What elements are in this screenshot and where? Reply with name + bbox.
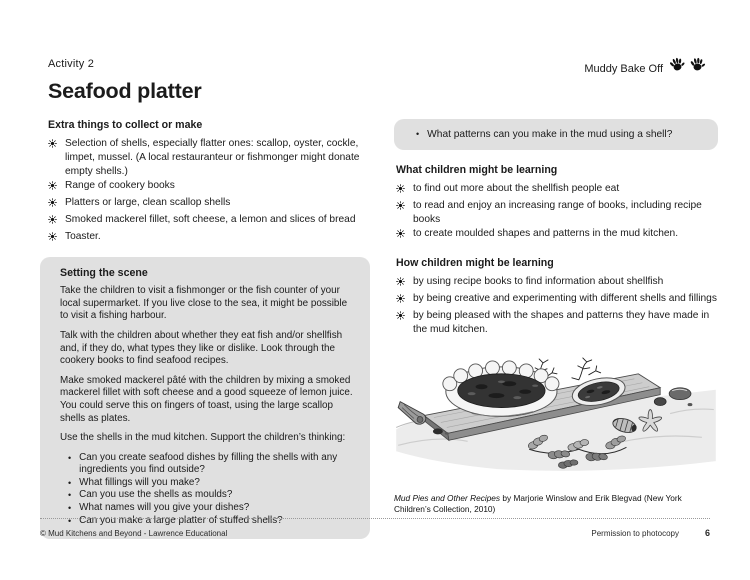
- dot-bullet: •: [68, 452, 72, 463]
- question-text: What fillings will you make?: [79, 476, 200, 488]
- list-item-text: Platters or large, clean scallop shells: [65, 197, 231, 209]
- question-text: Can you make a large platter of stuffed shells?: [79, 514, 283, 526]
- list-item: [396, 275, 718, 291]
- dot-bullet: •: [416, 129, 420, 139]
- list-item: [396, 199, 718, 227]
- permission-text: Permission to photocopy: [591, 529, 679, 538]
- learning-what-list: [396, 182, 718, 243]
- collect-list: [48, 137, 370, 246]
- list-item-text: by being creative and experimenting with different shells and fillings: [413, 292, 717, 304]
- title-block: [48, 58, 202, 104]
- page-number: 6: [704, 528, 710, 538]
- starburst-bullet-icon: [396, 294, 405, 308]
- collect-heading: Extra things to collect or make: [48, 119, 203, 131]
- copyright-text: © Mud Kitchens and Beyond - Lawrence Educational: [40, 529, 228, 538]
- badge-icons: [669, 56, 706, 78]
- list-item-text: Smoked mackerel fillet, soft cheese, a lemon and slices of bread: [65, 213, 356, 225]
- footer-right: [591, 528, 710, 538]
- learning-what-heading: What children might be learning: [396, 164, 558, 176]
- strand-badge: [584, 60, 706, 78]
- badge-label: Muddy Bake Off: [584, 63, 663, 75]
- scene-paragraph: Talk with the children about whether they eat fish and/or shellfish and, if they do, what types they like or dislike. Look through the cookery books to find seafood recipes.: [60, 329, 343, 367]
- starburst-bullet-icon: [396, 277, 405, 291]
- starburst-bullet-icon: [396, 201, 405, 227]
- pattern-question-box: [394, 119, 718, 150]
- caption-credit: by Marjorie Winslow and Erik Blegvad (New York Children’s Collection, 2010): [394, 493, 682, 514]
- list-item: [48, 179, 370, 195]
- list-item: [48, 230, 370, 246]
- left-column: [40, 119, 370, 539]
- starburst-bullet-icon: [48, 181, 57, 195]
- list-item-text: by being pleased with the shapes and patterns they have made in the mud kitchen.: [413, 309, 710, 335]
- right-column: [394, 119, 718, 539]
- page-header: [0, 0, 750, 104]
- scene-paragraph: Make smoked mackerel pâté with the children by mixing a smoked mackerel fillet with soft cheese and a good squeeze of lemon juice. You could serve this on fingers of toast, using the large scallop shells as plates.: [60, 374, 353, 424]
- starburst-bullet-icon: [48, 232, 57, 246]
- question-text: Can you use the shells as moulds?: [79, 489, 233, 501]
- handprint-icon: [688, 55, 706, 78]
- question-text: What patterns can you make in the mud using a shell?: [427, 129, 673, 140]
- list-item: [48, 213, 370, 229]
- content-columns: [0, 119, 750, 539]
- dot-bullet: •: [68, 477, 72, 488]
- setting-the-scene-box: [40, 257, 370, 540]
- page-footer: [40, 518, 710, 538]
- learning-how-list: [396, 275, 718, 336]
- activity-label: Activity 2: [48, 58, 95, 70]
- list-item: [48, 196, 370, 212]
- scene-questions: [60, 452, 354, 528]
- starburst-bullet-icon: [396, 184, 405, 198]
- dot-bullet: •: [68, 503, 72, 514]
- learning-how-heading: How children might be learning: [396, 257, 554, 270]
- list-item: [396, 227, 718, 243]
- list-item: [396, 309, 718, 337]
- scene-paragraphs: [60, 285, 354, 445]
- question-item: [68, 452, 354, 477]
- caption-book-title: Mud Pies and Other Recipes: [394, 493, 501, 504]
- starburst-bullet-icon: [48, 198, 57, 212]
- question-item: [68, 489, 354, 502]
- list-item-text: to read and enjoy an increasing range of books, including recipe books: [413, 199, 702, 225]
- starburst-bullet-icon: [48, 215, 57, 229]
- starburst-bullet-icon: [48, 139, 57, 178]
- page-title: Seafood platter: [48, 79, 202, 103]
- scene-paragraph: Use the shells in the mud kitchen. Support the children’s thinking:: [60, 432, 346, 444]
- list-item-text: Selection of shells, especially flatter ones: scallop, oyster, cockle, limpet, mussel. (A local restauranteur or fishmonger might donate empty shells.): [65, 138, 360, 177]
- list-item: [48, 137, 370, 178]
- dot-bullet: •: [68, 490, 72, 501]
- question-item: [68, 502, 354, 515]
- question-text: What names will you give your dishes?: [79, 502, 250, 514]
- starburst-bullet-icon: [396, 229, 405, 243]
- list-item: [396, 182, 718, 198]
- scene-heading: Setting the scene: [60, 266, 148, 279]
- pattern-question-list: [410, 128, 704, 141]
- dot-bullet: •: [68, 515, 72, 526]
- list-item-text: by using recipe books to find information about shellfish: [413, 276, 664, 288]
- question-text: Can you create seafood dishes by filling the shells with any ingredients you find outside?: [79, 451, 338, 476]
- list-item-text: to find out more about the shellfish people eat: [413, 183, 620, 194]
- question-item: [416, 128, 704, 141]
- illustration-caption: [394, 493, 718, 514]
- starburst-bullet-icon: [396, 311, 405, 337]
- mud-pies-illustration: [394, 350, 718, 488]
- question-item: [68, 477, 354, 490]
- list-item-text: Toaster.: [65, 230, 101, 242]
- list-item-text: Range of cookery books: [65, 180, 175, 192]
- list-item-text: to create moulded shapes and patterns in the mud kitchen.: [413, 228, 679, 240]
- list-item: [396, 292, 718, 308]
- handprint-icon: [667, 54, 689, 79]
- scene-paragraph: Take the children to visit a fishmonger or the fish counter of your local supermarket. If you live close to the sea, it might be possible to visit a fishing harbour.: [60, 285, 348, 322]
